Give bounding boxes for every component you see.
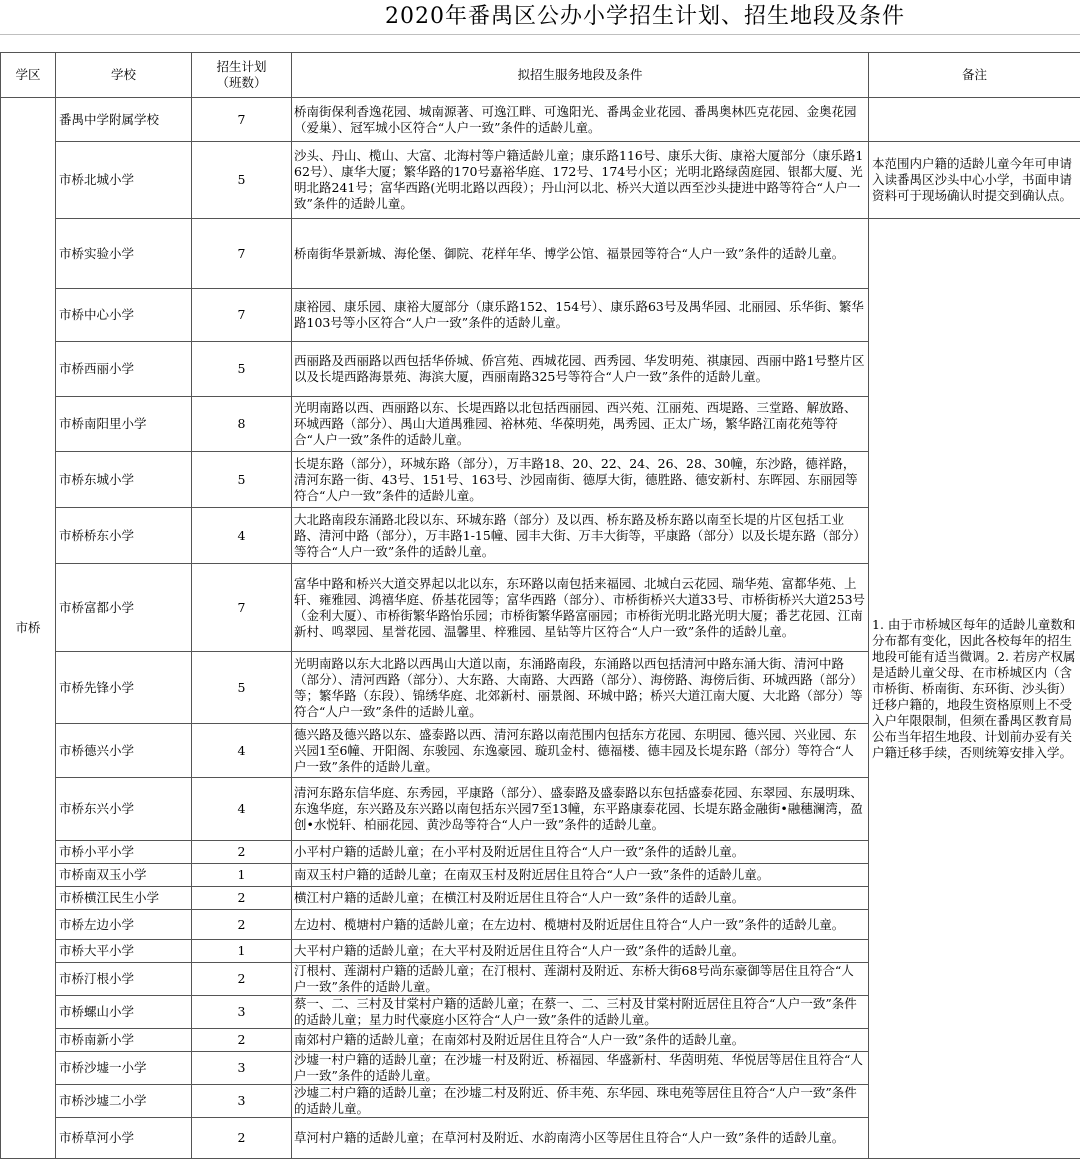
plan-count: 3 <box>192 1052 292 1085</box>
table-body <box>1 98 1080 1159</box>
school-name: 市桥南新小学 <box>56 1029 192 1052</box>
school-name: 市桥先锋小学 <box>56 652 192 724</box>
school-name: 市桥大平小学 <box>56 940 192 963</box>
service-area: 沙墟二村户籍的适龄儿童；在沙墟二村及附近、侨丰苑、东华园、珠电苑等居住且符合“人户一致”条件的适龄儿童。 <box>292 1085 869 1118</box>
school-name: 市桥沙墟一小学 <box>56 1052 192 1085</box>
plan-count: 7 <box>192 219 292 289</box>
school-name: 市桥沙墟二小学 <box>56 1085 192 1118</box>
plan-count: 2 <box>192 963 292 996</box>
school-name: 市桥富都小学 <box>56 564 192 652</box>
page-title: 2020年番禺区公办小学招生计划、招生地段及条件 <box>385 4 905 29</box>
service-area: 左边村、榄塘村户籍的适龄儿童；在左边村、榄塘村及附近居住且符合“人户一致”条件的适龄儿童。 <box>292 910 869 940</box>
school-name: 市桥桥东小学 <box>56 508 192 564</box>
service-area: 西丽路及西丽路以西包括华侨城、侨宫苑、西城花园、西秀园、华发明苑、祺康园、西丽中路1号整片区以及长堤西路海景苑、海滨大厦，西丽南路325号等符合“人户一致”条件的适龄儿童。 <box>292 342 869 397</box>
table-row <box>1 98 1080 142</box>
plan-count: 4 <box>192 508 292 564</box>
school-name: 市桥中心小学 <box>56 289 192 342</box>
plan-count: 4 <box>192 778 292 841</box>
enrollment-table <box>0 52 1080 1159</box>
school-name: 市桥东兴小学 <box>56 778 192 841</box>
school-name: 市桥实验小学 <box>56 219 192 289</box>
header-school: 学校 <box>56 53 192 98</box>
service-area: 大平村户籍的适龄儿童；在大平村及附近居住且符合“人户一致”条件的适龄儿童。 <box>292 940 869 963</box>
plan-count: 4 <box>192 724 292 778</box>
school-name: 市桥横江民生小学 <box>56 887 192 910</box>
header-plan: 招生计划 （班数） <box>192 53 292 98</box>
plan-count: 8 <box>192 397 292 452</box>
plan-count: 2 <box>192 1118 292 1159</box>
plan-count: 2 <box>192 910 292 940</box>
plan-count: 3 <box>192 1085 292 1118</box>
plan-count: 7 <box>192 98 292 142</box>
plan-count: 5 <box>192 652 292 724</box>
service-area: 长堤东路（部分），环城东路（部分），万丰路18、20、22、24、26、28、30幢，东沙路，德祥路，清河东路一街、43号、151号、163号、沙园南街、德厚大街，德胜路、德安新村、东晖园、东丽园等符合“人户一致”条件的适龄儿童。 <box>292 452 869 508</box>
service-area: 光明南路以西、西丽路以东、长堤西路以北包括西丽园、西兴苑、江丽苑、西堤路、三堂路、解放路、环城西路（部分）、禺山大道禺雅园、裕林苑、华葆明苑，禺秀园、正太广场，繁华路江南花苑等符合“人户一致”条件的适龄儿童。 <box>292 397 869 452</box>
school-name: 番禺中学附属学校 <box>56 98 192 142</box>
service-area: 桥南街保利香逸花园、城南源著、可逸江畔、可逸阳光、番禺金业花园、番禺奥林匹克花园、金奥花园（爱巢）、冠军城小区符合“人户一致”条件的适龄儿童。 <box>292 98 869 142</box>
plan-count: 7 <box>192 564 292 652</box>
plan-count: 5 <box>192 342 292 397</box>
header-area: 拟招生服务地段及条件 <box>292 53 869 98</box>
service-area: 德兴路及德兴路以东、盛泰路以西、清河东路以南范围内包括东方花园、东明园、德兴园、兴业园、东兴园1至6幢、开阳阁、东骏园、东逸豪园、璇玑金村、德福楼、德丰园及长堤东路（部分）等符合“人户一致”条件的适龄儿童。 <box>292 724 869 778</box>
blank-row <box>0 34 1080 53</box>
service-area: 清河东路东信华庭、东秀园，平康路（部分）、盛泰路及盛泰路以东包括盛泰花园、东翠园、东晟明珠、东逸华庭，东兴路及东兴路以南包括东兴园7至13幢，东平路康泰花园、长堤东路金融街•融穗澜湾，盈创•水悦轩、柏丽花园、黄沙岛等符合“人户一致”条件的适龄儿童。 <box>292 778 869 841</box>
plan-count: 1 <box>192 940 292 963</box>
remark-beicheng: 本范围内户籍的适龄儿童今年可申请入读番禺区沙头中心小学，书面申请资料可于现场确认时提交到确认点。 <box>869 142 1080 219</box>
school-name: 市桥小平小学 <box>56 841 192 864</box>
service-area: 汀根村、莲湖村户籍的适龄儿童；在汀根村、莲湖村及附近、东桥大街68号尚东豪御等居住且符合“人户一致”条件的适龄儿童。 <box>292 963 869 996</box>
header-remark: 备注 <box>869 53 1080 98</box>
service-area: 小平村户籍的适龄儿童；在小平村及附近居住且符合“人户一致”条件的适龄儿童。 <box>292 841 869 864</box>
school-name: 市桥北城小学 <box>56 142 192 219</box>
school-name: 市桥南阳里小学 <box>56 397 192 452</box>
service-area: 大北路南段东涌路北段以东、环城东路（部分）及以西、桥东路及桥东路以南至长堤的片区包括工业路、清河中路（部分），万丰路1-15幢、园丰大街、万丰大街等，平康路（部分）以及长堤东路（部分）等符合“人户一致”条件的适龄儿童。 <box>292 508 869 564</box>
plan-count: 5 <box>192 452 292 508</box>
service-area: 光明南路以东大北路以西禺山大道以南，东涌路南段，东涌路以西包括清河中路东涌大街、清河中路（部分）、清河西路（部分）、大东路、大南路、大西路（部分）、海傍路、海傍后街、环城西路（部分）等；繁华路（东段）、锦绣华庭、北郊新村、丽景阁、环城中路；桥兴大道江南大厦、大北路（部分）等符合“人户一致”条件的适龄儿童。 <box>292 652 869 724</box>
school-name: 市桥左边小学 <box>56 910 192 940</box>
plan-count: 5 <box>192 142 292 219</box>
school-name: 市桥东城小学 <box>56 452 192 508</box>
service-area: 康裕园、康乐园、康裕大厦部分（康乐路152、154号）、康乐路63号及禺华园、北丽园、乐华街、繁华路103号等小区符合“人户一致”条件的适龄儿童。 <box>292 289 869 342</box>
district-cell: 市桥 <box>1 98 56 1159</box>
header-row <box>1 53 1080 98</box>
school-name: 市桥汀根小学 <box>56 963 192 996</box>
plan-count: 2 <box>192 887 292 910</box>
service-area: 桥南街华景新城、海伦堡、御院、花样年华、博学公馆、福景园等符合“人户一致”条件的适龄儿童。 <box>292 219 869 289</box>
plan-count: 7 <box>192 289 292 342</box>
table-row <box>1 142 1080 219</box>
plan-count: 2 <box>192 841 292 864</box>
remark-general: 1. 由于市桥城区每年的适龄儿童数和分布都有变化，因此各校每年的招生地段可能有适当微调。2. 若房产权属是适龄儿童父母、在市桥城区内（含市桥街、桥南街、东环街、沙头街）迁移户籍的，地段生资格原则上不受入户年限限制，但须在番禺区教育局公布当年招生地段、计划前办妥有关户籍迁移手续，否则统筹安排入学。 <box>869 219 1080 1159</box>
service-area: 南双玉村户籍的适龄儿童；在南双玉村及附近居住且符合“人户一致”条件的适龄儿童。 <box>292 864 869 887</box>
plan-count: 1 <box>192 864 292 887</box>
service-area: 沙头、丹山、榄山、大富、北海村等户籍适龄儿童；康乐路116号、康乐大街、康裕大厦部分（康乐路162号）、康华大厦；繁华路的170号嘉裕华庭、172号、174号小区；光明北路绿茵庭园、银都大厦、光明北路241号；富华西路(光明北路以西段）；丹山河以北、桥兴大道以西至沙头捷进中路等符合“人户一致”条件的适龄儿童。 <box>292 142 869 219</box>
school-name: 市桥德兴小学 <box>56 724 192 778</box>
school-name: 市桥西丽小学 <box>56 342 192 397</box>
service-area: 富华中路和桥兴大道交界起以北以东，东环路以南包括来福园、北城白云花园、瑞华苑、富都华苑、上轩、雍雅园、鸿禧华庭、侨基花园等；富华西路（部分）、市桥街桥兴大道33号、市桥街桥兴大道253号（金利大厦）、市桥街繁华路怡乐园；市桥街繁华路富丽园；市桥街光明北路光明大厦；番艺花园、江南新村、鸣翠园、星誉花园、温馨里、梓雅园、星钻等片区符合“人户一致”条件的适龄儿童。 <box>292 564 869 652</box>
service-area: 沙墟一村户籍的适龄儿童；在沙墟一村及附近、桥福园、华盛新村、华茵明苑、华悦居等居住且符合“人户一致”条件的适龄儿童。 <box>292 1052 869 1085</box>
service-area: 横江村户籍的适龄儿童；在横江村及附近居住且符合“人户一致”条件的适龄儿童。 <box>292 887 869 910</box>
header-district: 学区 <box>1 53 56 98</box>
school-name: 市桥南双玉小学 <box>56 864 192 887</box>
plan-count: 3 <box>192 996 292 1029</box>
service-area: 蔡一、二、三村及甘棠村户籍的适龄儿童；在蔡一、二、三村及甘棠村附近居住且符合“人户一致”条件的适龄儿童；星力时代豪庭小区符合“人户一致”条件的适龄儿童。 <box>292 996 869 1029</box>
service-area: 草河村户籍的适龄儿童；在草河村及附近、水韵南湾小区等居住且符合“人户一致”条件的适龄儿童。 <box>292 1118 869 1159</box>
school-name: 市桥螺山小学 <box>56 996 192 1029</box>
table-row <box>1 219 1080 289</box>
remark-empty <box>869 98 1080 142</box>
plan-count: 2 <box>192 1029 292 1052</box>
service-area: 南郊村户籍的适龄儿童；在南郊村及附近居住且符合“人户一致”条件的适龄儿童。 <box>292 1029 869 1052</box>
school-name: 市桥草河小学 <box>56 1118 192 1159</box>
